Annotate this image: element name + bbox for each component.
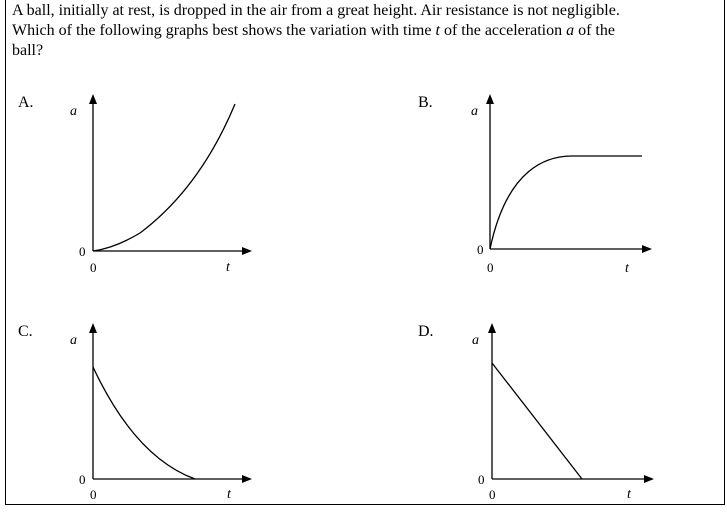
y-axis-label: a	[70, 333, 77, 348]
y-origin-label: 0	[79, 472, 86, 487]
option-a-label[interactable]: A.	[18, 94, 34, 111]
variable-t: t	[435, 22, 440, 39]
x-axis-label: t	[625, 261, 629, 276]
y-axis-arrow-icon	[486, 94, 494, 104]
x-origin-label: 0	[90, 260, 97, 275]
option-b-label[interactable]: B.	[418, 94, 433, 111]
y-origin-label: 0	[79, 244, 86, 259]
question-line-2-part-3: of the	[574, 22, 615, 39]
acceleration-curve	[490, 156, 642, 249]
x-axis-arrow-icon	[242, 475, 252, 483]
y-axis-label: a	[70, 104, 77, 119]
question-line-1: A ball, initially at rest, is dropped in the air from a great height. Air resistance is not negligible.	[12, 2, 620, 19]
x-axis-label: t	[226, 260, 230, 275]
acceleration-curve	[93, 104, 235, 251]
question-line-3: ball?	[12, 42, 44, 59]
option-c-label[interactable]: C.	[18, 323, 33, 340]
question-line-2-part-1: Which of the following graphs best shows the variation with time	[12, 22, 436, 39]
acceleration-curve	[492, 363, 582, 479]
option-b-graph[interactable]	[462, 88, 662, 288]
y-axis-arrow-icon	[89, 323, 97, 333]
x-origin-label: 0	[90, 487, 97, 502]
y-axis-label: a	[472, 333, 479, 348]
y-origin-label: 0	[478, 472, 485, 487]
option-a-graph[interactable]	[60, 88, 260, 288]
x-axis-arrow-icon	[644, 475, 654, 483]
x-axis-label: t	[227, 487, 231, 502]
question-text	[12, 1, 718, 61]
y-axis-label: a	[471, 104, 478, 119]
x-origin-label: 0	[487, 260, 494, 275]
option-c-graph[interactable]	[60, 317, 260, 517]
acceleration-curve	[93, 367, 195, 479]
x-origin-label: 0	[489, 487, 496, 502]
variable-a: a	[566, 22, 575, 39]
option-d-graph[interactable]	[462, 317, 662, 517]
option-d-label[interactable]: D.	[418, 323, 434, 340]
question-line-2-part-2: of the acceleration	[439, 22, 567, 39]
y-axis-arrow-icon	[488, 323, 496, 333]
y-axis-arrow-icon	[89, 94, 97, 104]
question-line-2	[12, 21, 718, 41]
x-axis-label: t	[627, 487, 631, 502]
x-axis-arrow-icon	[242, 247, 252, 255]
y-origin-label: 0	[477, 242, 484, 257]
x-axis-arrow-icon	[642, 245, 652, 253]
